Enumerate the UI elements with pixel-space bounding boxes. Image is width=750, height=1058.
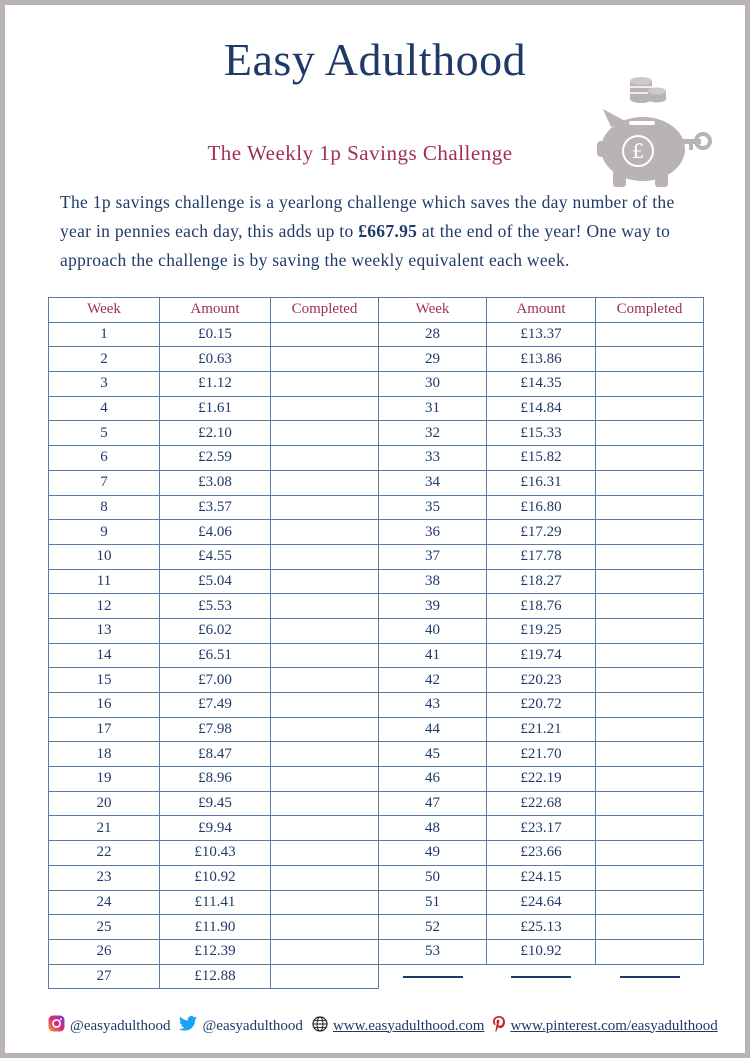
amount-cell: £17.29	[487, 520, 596, 545]
amount-cell: £20.72	[487, 693, 596, 718]
completed-checkbox-cell[interactable]	[271, 890, 379, 915]
week-cell: 5	[49, 421, 160, 446]
amount-cell: £21.21	[487, 717, 596, 742]
week-cell: 37	[379, 544, 487, 569]
twitter-handle[interactable]: @easyadulthood	[202, 1017, 303, 1034]
table-row	[49, 470, 704, 495]
week-cell: 29	[379, 347, 487, 372]
completed-checkbox-cell[interactable]	[596, 495, 704, 520]
week-cell: 14	[49, 643, 160, 668]
table-row	[49, 890, 704, 915]
amount-cell: £19.74	[487, 643, 596, 668]
completed-checkbox-cell[interactable]	[271, 742, 379, 767]
table-row	[49, 643, 704, 668]
instagram-icon[interactable]	[48, 1015, 65, 1037]
completed-checkbox-cell[interactable]	[271, 594, 379, 619]
completed-checkbox-cell[interactable]	[596, 347, 704, 372]
blank-line-cell	[596, 964, 704, 989]
amount-cell: £1.12	[160, 372, 271, 397]
week-cell: 40	[379, 618, 487, 643]
completed-checkbox-cell[interactable]	[596, 717, 704, 742]
week-cell: 44	[379, 717, 487, 742]
completed-checkbox-cell[interactable]	[596, 742, 704, 767]
amount-cell: £15.82	[487, 446, 596, 471]
week-cell: 9	[49, 520, 160, 545]
week-cell: 10	[49, 544, 160, 569]
completed-checkbox-cell[interactable]	[271, 668, 379, 693]
amount-cell: £14.35	[487, 372, 596, 397]
week-cell: 12	[49, 594, 160, 619]
amount-cell: £4.06	[160, 520, 271, 545]
week-cell: 7	[49, 470, 160, 495]
completed-checkbox-cell[interactable]	[271, 322, 379, 347]
table-row	[49, 372, 704, 397]
savings-table	[48, 297, 704, 989]
table-row	[49, 446, 704, 471]
intro-paragraph	[60, 188, 700, 275]
completed-checkbox-cell[interactable]	[596, 791, 704, 816]
amount-cell: £0.15	[160, 322, 271, 347]
table-row	[49, 618, 704, 643]
amount-cell: £4.55	[160, 544, 271, 569]
amount-cell: £25.13	[487, 915, 596, 940]
table-row	[49, 742, 704, 767]
completed-checkbox-cell[interactable]	[271, 520, 379, 545]
week-cell: 50	[379, 865, 487, 890]
table-row	[49, 544, 704, 569]
week-cell: 13	[49, 618, 160, 643]
week-cell: 27	[49, 964, 160, 989]
completed-checkbox-cell[interactable]	[596, 618, 704, 643]
amount-cell: £1.61	[160, 396, 271, 421]
completed-checkbox-cell[interactable]	[596, 865, 704, 890]
amount-cell: £3.57	[160, 495, 271, 520]
week-cell: 43	[379, 693, 487, 718]
challenge-subtitle: The Weekly 1p Savings Challenge	[207, 141, 513, 165]
week-cell: 3	[49, 372, 160, 397]
week-cell: 25	[49, 915, 160, 940]
blank-line	[403, 976, 463, 978]
completed-checkbox-cell[interactable]	[271, 767, 379, 792]
amount-cell: £24.15	[487, 865, 596, 890]
amount-cell: £5.04	[160, 569, 271, 594]
week-cell: 20	[49, 791, 160, 816]
website-link[interactable]: www.easyadulthood.com	[332, 1017, 485, 1034]
completed-checkbox-cell[interactable]	[596, 915, 704, 940]
completed-checkbox-cell[interactable]	[271, 915, 379, 940]
week-cell: 15	[49, 668, 160, 693]
completed-checkbox-cell[interactable]	[271, 618, 379, 643]
completed-checkbox-cell[interactable]	[271, 865, 379, 890]
footer	[48, 1014, 728, 1038]
amount-cell: £21.70	[487, 742, 596, 767]
instagram-handle[interactable]: @easyadulthood	[70, 1017, 171, 1034]
page	[5, 5, 745, 1053]
amount-cell: £23.17	[487, 816, 596, 841]
amount-cell: £18.27	[487, 569, 596, 594]
week-cell: 46	[379, 767, 487, 792]
amount-cell: £19.25	[487, 618, 596, 643]
table-row	[49, 767, 704, 792]
completed-checkbox-cell[interactable]	[596, 446, 704, 471]
completed-checkbox-cell[interactable]	[271, 841, 379, 866]
completed-checkbox-cell[interactable]	[271, 693, 379, 718]
completed-checkbox-cell[interactable]	[271, 816, 379, 841]
amount-cell: £11.90	[160, 915, 271, 940]
table-row	[49, 594, 704, 619]
amount-cell: £11.41	[160, 890, 271, 915]
week-cell: 23	[49, 865, 160, 890]
globe-icon	[312, 1016, 328, 1037]
week-cell: 45	[379, 742, 487, 767]
week-cell: 52	[379, 915, 487, 940]
completed-checkbox-cell[interactable]	[596, 643, 704, 668]
completed-checkbox-cell[interactable]	[271, 495, 379, 520]
week-cell: 47	[379, 791, 487, 816]
intro-text-start: The 1p savings challenge is a yearlong challenge which saves the day number of the year in pennies each day, this adds up to	[60, 192, 675, 241]
completed-checkbox-cell[interactable]	[596, 322, 704, 347]
week-cell: 41	[379, 643, 487, 668]
amount-cell: £10.92	[487, 939, 596, 964]
amount-cell: £10.43	[160, 841, 271, 866]
table-row	[49, 347, 704, 372]
week-cell: 17	[49, 717, 160, 742]
completed-checkbox-cell[interactable]	[271, 544, 379, 569]
amount-cell: £2.10	[160, 421, 271, 446]
table-row	[49, 964, 704, 989]
completed-checkbox-cell[interactable]	[271, 470, 379, 495]
amount-cell: £8.96	[160, 767, 271, 792]
amount-cell: £2.59	[160, 446, 271, 471]
amount-cell: £5.53	[160, 594, 271, 619]
header-week-left: Week	[49, 298, 160, 323]
completed-checkbox-cell[interactable]	[596, 939, 704, 964]
completed-checkbox-cell[interactable]	[596, 544, 704, 569]
week-cell: 36	[379, 520, 487, 545]
intro-text-end: at the end of the year! One way to approach the challenge is by saving the weekly equivalent each week.	[60, 221, 671, 270]
amount-cell: £16.31	[487, 470, 596, 495]
completed-checkbox-cell[interactable]	[596, 890, 704, 915]
blank-line-cell	[487, 964, 596, 989]
amount-cell: £18.76	[487, 594, 596, 619]
amount-cell: £9.45	[160, 791, 271, 816]
amount-cell: £24.64	[487, 890, 596, 915]
table-row	[49, 693, 704, 718]
completed-checkbox-cell[interactable]	[596, 816, 704, 841]
completed-checkbox-cell[interactable]	[271, 717, 379, 742]
week-cell: 24	[49, 890, 160, 915]
week-cell: 4	[49, 396, 160, 421]
blank-line-cell	[379, 964, 487, 989]
header-week-right: Week	[379, 298, 487, 323]
week-cell: 16	[49, 693, 160, 718]
amount-cell: £6.02	[160, 618, 271, 643]
blank-line	[511, 976, 571, 978]
table-header-row	[49, 298, 704, 323]
table-row	[49, 520, 704, 545]
pinterest-icon[interactable]	[493, 1016, 505, 1037]
completed-checkbox-cell[interactable]	[596, 569, 704, 594]
completed-checkbox-cell[interactable]	[271, 939, 379, 964]
table-row	[49, 841, 704, 866]
table-row	[49, 668, 704, 693]
week-cell: 18	[49, 742, 160, 767]
table-row	[49, 569, 704, 594]
brand-title: Easy Adulthood	[223, 34, 527, 85]
table-row	[49, 322, 704, 347]
completed-checkbox-cell[interactable]	[271, 643, 379, 668]
pinterest-link[interactable]: www.pinterest.com/easyadulthood	[510, 1017, 718, 1034]
amount-cell: £15.33	[487, 421, 596, 446]
completed-checkbox-cell[interactable]	[271, 964, 379, 989]
week-cell: 31	[379, 396, 487, 421]
completed-checkbox-cell[interactable]	[271, 446, 379, 471]
completed-checkbox-cell[interactable]	[596, 767, 704, 792]
amount-cell: £22.68	[487, 791, 596, 816]
week-cell: 39	[379, 594, 487, 619]
amount-cell: £10.92	[160, 865, 271, 890]
table-row	[49, 939, 704, 964]
table-row	[49, 915, 704, 940]
table-row	[49, 791, 704, 816]
week-cell: 33	[379, 446, 487, 471]
amount-cell: £17.78	[487, 544, 596, 569]
table-row	[49, 396, 704, 421]
week-cell: 49	[379, 841, 487, 866]
intro-total: £667.95	[358, 221, 418, 241]
completed-checkbox-cell[interactable]	[271, 791, 379, 816]
completed-checkbox-cell[interactable]	[271, 347, 379, 372]
completed-checkbox-cell[interactable]	[596, 841, 704, 866]
week-cell: 22	[49, 841, 160, 866]
week-cell: 53	[379, 939, 487, 964]
week-cell: 38	[379, 569, 487, 594]
amount-cell: £7.00	[160, 668, 271, 693]
completed-checkbox-cell[interactable]	[596, 693, 704, 718]
amount-cell: £14.84	[487, 396, 596, 421]
week-cell: 11	[49, 569, 160, 594]
amount-cell: £23.66	[487, 841, 596, 866]
amount-cell: £6.51	[160, 643, 271, 668]
completed-checkbox-cell[interactable]	[271, 396, 379, 421]
amount-cell: £7.98	[160, 717, 271, 742]
amount-cell: £22.19	[487, 767, 596, 792]
week-cell: 34	[379, 470, 487, 495]
completed-checkbox-cell[interactable]	[271, 569, 379, 594]
week-cell: 51	[379, 890, 487, 915]
completed-checkbox-cell[interactable]	[596, 470, 704, 495]
amount-cell: £7.49	[160, 693, 271, 718]
header-amount-left: Amount	[160, 298, 271, 323]
week-cell: 19	[49, 767, 160, 792]
table-row	[49, 717, 704, 742]
week-cell: 1	[49, 322, 160, 347]
header-amount-right: Amount	[487, 298, 596, 323]
completed-checkbox-cell[interactable]	[596, 668, 704, 693]
week-cell: 26	[49, 939, 160, 964]
blank-line	[620, 976, 680, 978]
week-cell: 42	[379, 668, 487, 693]
completed-checkbox-cell[interactable]	[596, 372, 704, 397]
piggy-bank-icon	[593, 69, 713, 189]
amount-cell: £13.86	[487, 347, 596, 372]
table-row	[49, 816, 704, 841]
week-cell: 2	[49, 347, 160, 372]
amount-cell: £12.88	[160, 964, 271, 989]
week-cell: 8	[49, 495, 160, 520]
completed-checkbox-cell[interactable]	[596, 421, 704, 446]
week-cell: 48	[379, 816, 487, 841]
amount-cell: £0.63	[160, 347, 271, 372]
week-cell: 6	[49, 446, 160, 471]
week-cell: 32	[379, 421, 487, 446]
completed-checkbox-cell[interactable]	[596, 594, 704, 619]
completed-checkbox-cell[interactable]	[596, 520, 704, 545]
completed-checkbox-cell[interactable]	[271, 372, 379, 397]
amount-cell: £16.80	[487, 495, 596, 520]
amount-cell: £8.47	[160, 742, 271, 767]
amount-cell: £20.23	[487, 668, 596, 693]
week-cell: 35	[379, 495, 487, 520]
twitter-icon[interactable]	[179, 1016, 197, 1036]
amount-cell: £13.37	[487, 322, 596, 347]
completed-checkbox-cell[interactable]	[271, 421, 379, 446]
table-row	[49, 421, 704, 446]
week-cell: 30	[379, 372, 487, 397]
completed-checkbox-cell[interactable]	[596, 396, 704, 421]
amount-cell: £12.39	[160, 939, 271, 964]
amount-cell: £3.08	[160, 470, 271, 495]
amount-cell: £9.94	[160, 816, 271, 841]
table-row	[49, 865, 704, 890]
header-completed-right: Completed	[596, 298, 704, 323]
svg-text:£: £	[631, 139, 645, 163]
header-completed-left: Completed	[271, 298, 379, 323]
week-cell: 28	[379, 322, 487, 347]
week-cell: 21	[49, 816, 160, 841]
table-row	[49, 495, 704, 520]
